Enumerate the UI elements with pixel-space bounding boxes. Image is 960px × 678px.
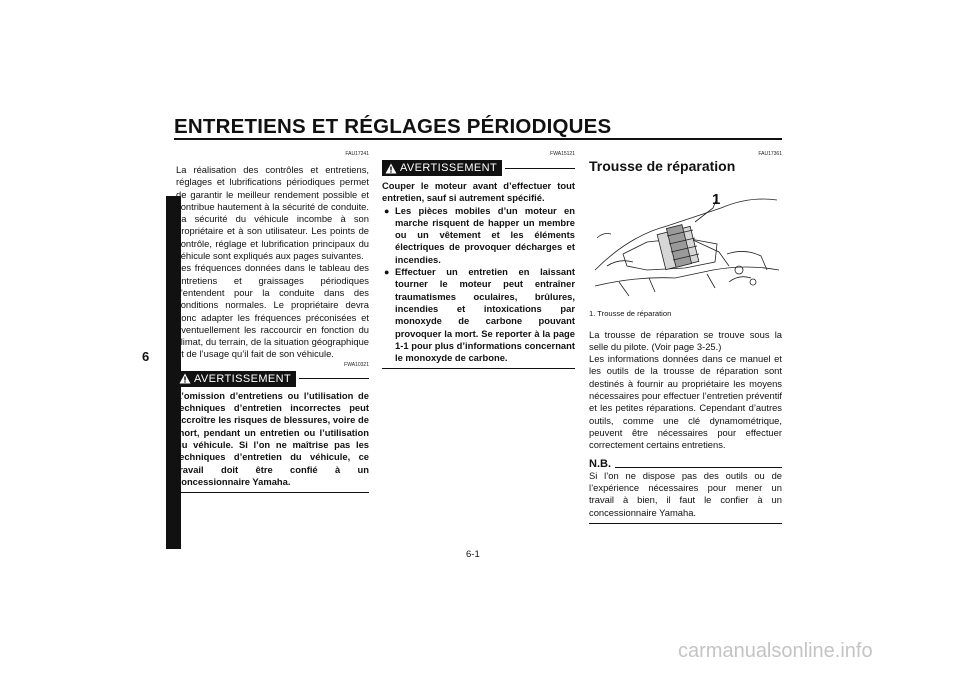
intro-paragraph: La réalisation des contrôles et entretiens, réglages et lubrifications périodiques permet de garantir le meilleur rendement possible et contribue hautement à la sécurité de conduite. La sécurité du véhicule incombe à son propriétaire et à son utilisateur. Les points de contrôle, réglage et lubrification principaux du véhicule sont expliqués aux pages suivantes. — [176, 164, 369, 262]
section-heading: Trousse de réparation — [589, 158, 736, 174]
warning-end-rule — [176, 492, 369, 493]
warning-label: AVERTISSEMENT — [194, 372, 292, 385]
column-1 — [176, 150, 369, 493]
column-3 — [589, 150, 782, 524]
watermark: carmanualsonline.info — [678, 640, 873, 662]
warning-line — [299, 378, 369, 379]
note-end-rule — [589, 523, 782, 524]
list-item: ● Effectuer un entretien en laissant tourner le moteur peut entraîner traumatismes oculaires, brûlures, incendies et intoxications par monoxyde de carbone pouvant provoquer la mort. Se reporter à la page 1-1 pour plus d’informations concernant le monoxyde de carbone. — [382, 266, 575, 364]
warning-triangle-icon — [385, 163, 397, 174]
warning-badge — [176, 371, 296, 387]
warning-bullet-list — [382, 205, 575, 365]
warning-header — [176, 371, 369, 387]
warning-code: FWA10321 — [344, 361, 369, 368]
warning-label: AVERTISSEMENT — [400, 161, 498, 174]
list-item: ● Les pièces mobiles d’un moteur en marche risquent de happer un membre ou un vêtement et les éléments électriques de provoquer décharges et incendies. — [382, 205, 575, 266]
location-paragraph: La trousse de réparation se trouve sous la selle du pilote. (Voir page 3-25.) — [589, 328, 782, 352]
note-header — [589, 458, 782, 470]
warning-badge — [382, 160, 502, 176]
page-title: ENTRETIENS ET RÉGLAGES PÉRIODIQUES — [174, 115, 612, 138]
toolkit-illustration — [589, 178, 782, 306]
section-code: FWA15121 — [550, 151, 575, 157]
note-text: Si l’on ne dispose pas des outils ou de l’expérience nécessaires pour mener un travail à bien, il faut le confier à un concessionnaire Yamaha. — [589, 469, 782, 518]
frequency-paragraph: Les fréquences données dans le tableau des entretiens et graissages périodiques s’entendent pour la conduite dans des conditions normales. Le propriétaire devra donc adapter les fréquences préconisées et éventuellement les raccourcir en fonction du climat, du terrain, de la situation géographique et de l’usage qu’il fait de son véhicule. — [176, 262, 369, 360]
toolkit-figure — [589, 178, 782, 306]
note-line — [615, 467, 782, 468]
warning-triangle-icon — [179, 373, 191, 384]
figure-caption: 1. Trousse de réparation — [589, 309, 672, 319]
warning-header — [382, 160, 575, 176]
title-rule — [174, 138, 782, 140]
section-code: FAU17361 — [758, 151, 782, 157]
chapter-number: 6 — [142, 349, 150, 364]
warning-line — [505, 168, 575, 169]
note-label: N.B. — [589, 457, 611, 470]
figure-callout: 1 — [712, 191, 721, 209]
column-2 — [382, 150, 575, 369]
warning-end-rule — [382, 368, 575, 369]
info-paragraph: Les informations données dans ce manuel et les outils de la trousse de réparation sont destinés à fournir au propriétaire les moyens nécessaires pour effectuer l’entretien préventif et les petites réparations. Cependant d’autres outils, comme une clé dynamométrique, peuvent être nécessaires pour effectuer correctement certains entretiens. — [589, 353, 782, 451]
section-code: FAU17241 — [345, 151, 369, 157]
warning-text: Couper le moteur avant d’effectuer tout entretien, sauf si autrement spécifié. — [382, 180, 575, 204]
warning-text: L’omission d’entretiens ou l’utilisation de techniques d’entretien incorrectes peut accroître les risques de blessures, voire de mort, pendant un entretien ou l’utilisation du véhicule. Si l’on ne maîtrise pas les techniques d’entretien du véhicule, ce travail doit être confié à un concessionnaire Yamaha. — [176, 389, 369, 487]
page-number: 6-1 — [466, 549, 480, 560]
